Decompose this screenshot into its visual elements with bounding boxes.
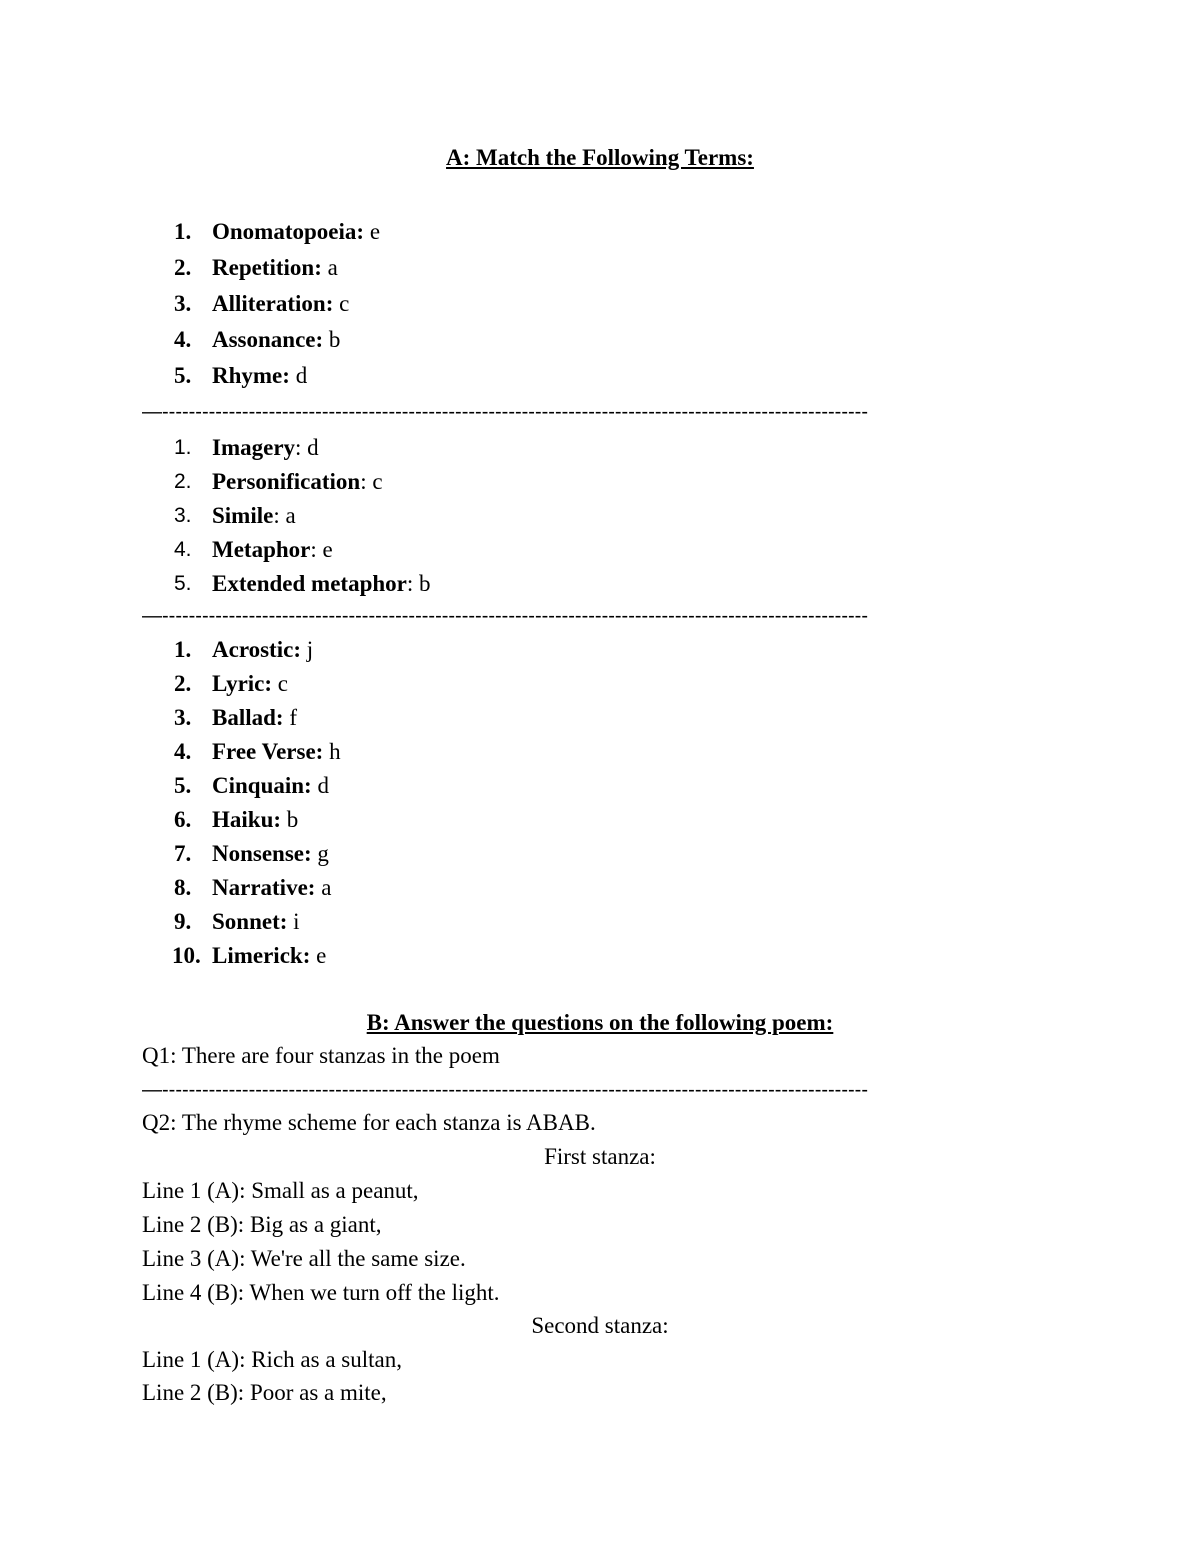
item-answer: : c [360,469,383,494]
item-term: Extended metaphor [212,571,407,596]
dashed-divider: —---------------------------------------------------------------------------------------------------------- [142,605,868,627]
item-term: Repetition: [212,255,322,280]
item-answer: f [283,705,297,730]
item-number: 5. [174,773,192,798]
item-answer: i [287,909,300,934]
item-answer: a [315,875,332,900]
stanza-line: Line 2 (B): Poor as a mite, [142,1380,387,1405]
item-answer: b [281,807,299,832]
item-answer: : a [273,503,296,528]
item-number: 5. [174,572,192,595]
stanza-title: First stanza: [544,1144,656,1169]
item-number: 7. [174,841,192,866]
item-term: Limerick: [212,943,311,968]
item-number: 2. [174,470,192,493]
item-term: Nonsense: [212,841,312,866]
item-number: 3. [174,504,192,527]
item-term: Simile [212,503,274,528]
item-answer: g [311,841,329,866]
item-answer: d [289,363,308,388]
item-term: Free Verse: [212,739,324,764]
item-term: Cinquain: [212,773,312,798]
stanza-line: Line 4 (B): When we turn off the light. [142,1280,500,1305]
item-number: 1. [174,219,192,244]
item-number: 4. [174,538,192,561]
item-term: Alliteration: [212,291,334,316]
item-term: Imagery [212,435,296,460]
item-term: Personification [212,469,361,494]
item-answer: j [300,637,314,662]
dashed-divider: —---------------------------------------------------------------------------------------------------------- [142,1079,868,1101]
item-answer: a [321,255,338,280]
item-number: 9. [174,909,192,934]
item-number: 2. [174,671,192,696]
item-answer: : b [406,571,431,596]
section-a-heading: A: Match the Following Terms: [446,145,754,170]
item-term: Assonance: [212,327,324,352]
item-term: Acrostic: [212,637,301,662]
question-1-answer: Q1: There are four stanzas in the poem [142,1043,500,1068]
stanza-title: Second stanza: [531,1313,669,1338]
item-number: 5. [174,363,192,388]
item-number: 2. [174,255,192,280]
section-b-heading: B: Answer the questions on the following poem: [366,1010,834,1035]
stanza-line: Line 2 (B): Big as a giant, [142,1212,382,1237]
item-term: Narrative: [212,875,316,900]
stanza-line: Line 3 (A): We're all the same size. [142,1246,466,1271]
question-2-answer: Q2: The rhyme scheme for each stanza is ABAB. [142,1110,596,1135]
item-answer: b [323,327,341,352]
item-number: 3. [174,705,192,730]
item-answer: : d [295,435,319,460]
item-number: 4. [174,327,192,352]
item-term: Rhyme: [212,363,290,388]
item-number: 10. [172,943,201,968]
item-number: 4. [174,739,192,764]
item-term: Ballad: [212,705,284,730]
item-answer: c [333,291,350,316]
item-number: 1. [174,436,192,459]
item-number: 6. [174,807,192,832]
item-term: Haiku: [212,807,282,832]
stanza-line: Line 1 (A): Rich as a sultan, [142,1347,402,1372]
item-number: 3. [174,291,192,316]
item-number: 1. [174,637,192,662]
dashed-divider: —---------------------------------------------------------------------------------------------------------- [142,401,868,423]
item-answer: c [272,671,289,696]
item-term: Metaphor [212,537,311,562]
item-term: Sonnet: [212,909,288,934]
item-answer: e [310,943,327,968]
item-term: Lyric: [212,671,273,696]
item-answer: d [311,773,329,798]
item-answer: e [364,219,381,244]
item-answer: : e [310,537,333,562]
item-term: Onomatopoeia: [212,219,365,244]
stanza-line: Line 1 (A): Small as a peanut, [142,1178,419,1203]
item-number: 8. [174,875,192,900]
item-answer: h [323,739,341,764]
